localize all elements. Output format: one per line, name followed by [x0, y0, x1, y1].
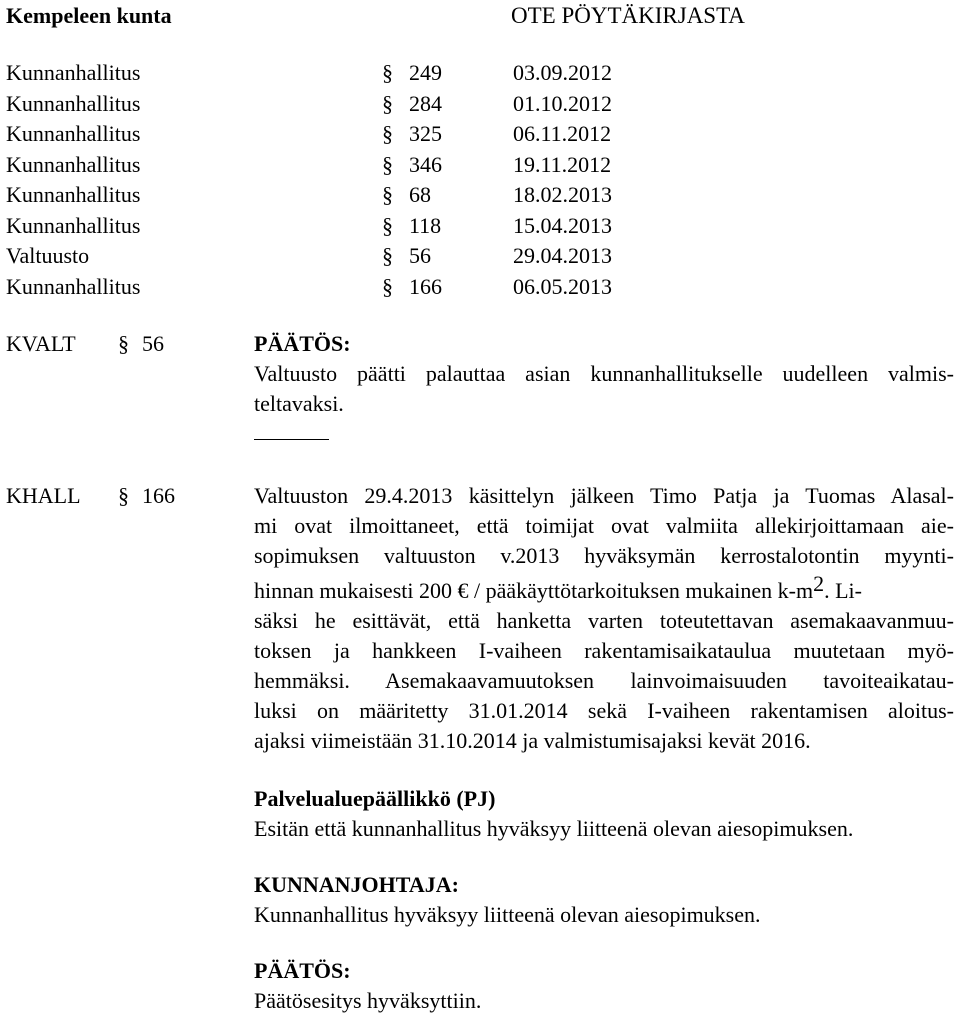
- section-sign: §: [382, 273, 393, 299]
- section-sign: §: [382, 182, 393, 207]
- reference-body: Valtuusto: [6, 243, 90, 268]
- kvalt-decision-heading: PÄÄTÖS:: [254, 331, 351, 356]
- reference-number: 346: [409, 151, 442, 177]
- reference-row: [6, 119, 706, 149]
- reference-number: 166: [409, 273, 442, 299]
- reference-body: Kunnanhallitus: [6, 121, 141, 146]
- kvalt-decision: [254, 329, 954, 419]
- reference-body: Kunnanhallitus: [6, 151, 141, 177]
- reference-number: 56: [409, 243, 431, 268]
- reference-date: 03.09.2012: [513, 60, 612, 85]
- kvalt-decision-line: teltavaksi.: [254, 391, 344, 416]
- reference-number: 118: [409, 212, 442, 238]
- manager-heading: KUNNANJOHTAJA:: [254, 872, 459, 897]
- khall-body-line: Valtuuston 29.4.2013 käsittelyn jälkeen Timo Patja ja Tuomas Alasal-: [254, 483, 954, 508]
- section-sign: §: [382, 90, 393, 116]
- final-decision-block: [254, 956, 954, 1016]
- section-sign: §: [382, 60, 393, 85]
- reference-date: 06.05.2013: [513, 273, 612, 299]
- reference-number: 249: [409, 60, 442, 85]
- municipality-name: Kempeleen kunta: [6, 3, 172, 28]
- proposal-text: Esitän että kunnanhallitus hyväksyy liitteenä olevan aiesopimuksen.: [254, 816, 854, 841]
- reference-body: Kunnanhallitus: [6, 182, 141, 207]
- khall-body-text: . Li-: [824, 578, 862, 603]
- reference-date: 18.02.2013: [513, 182, 612, 207]
- reference-row: [6, 150, 706, 180]
- reference-body: Kunnanhallitus: [6, 60, 141, 85]
- khall-body-line: säksi he esittävät, että hanketta varten toteutettavan asemakaavanmuu-: [254, 608, 954, 633]
- kvalt-decision-line: Valtuusto päätti palauttaa asian kunnanhallitukselle uudelleen valmis-: [254, 361, 954, 386]
- divider: [254, 439, 329, 440]
- reference-body: Kunnanhallitus: [6, 90, 141, 116]
- section-sign: §: [382, 212, 393, 238]
- proposal-heading: Palvelualuepäällikkö (PJ): [254, 786, 496, 811]
- reference-body: Kunnanhallitus: [6, 273, 141, 299]
- final-decision-text: Päätösesitys hyväksyttiin.: [254, 988, 482, 1013]
- khall-body-line: hemmäksi. Asemakaavamuutoksen lainvoimaisuuden tavoiteaikatau-: [254, 668, 954, 693]
- reference-number: 68: [409, 182, 431, 207]
- reference-date: 15.04.2013: [513, 212, 612, 238]
- khall-body: [254, 481, 954, 756]
- reference-date: 29.04.2013: [513, 243, 612, 268]
- proposal-block: [254, 784, 954, 844]
- reference-row: [6, 58, 706, 88]
- section-sign: §: [382, 151, 393, 177]
- khall-body-text: hinnan mukaisesti 200 € / pääkäyttötarkoituksen mukainen k-m: [254, 578, 814, 603]
- reference-row: [6, 241, 706, 271]
- reference-number: 325: [409, 121, 442, 146]
- khall-label: KHALL: [6, 483, 81, 508]
- manager-block: [254, 870, 954, 930]
- section-sign: §: [382, 243, 393, 268]
- khall-body-line: luksi on määritetty 31.01.2014 sekä I-vaiheen rakentamisen aloitus-: [254, 698, 954, 723]
- reference-date: 19.11.2012: [513, 151, 612, 177]
- khall-number: 166: [142, 483, 175, 508]
- superscript-two: 2: [813, 571, 825, 596]
- manager-text: Kunnanhallitus hyväksyy liitteenä olevan aiesopimuksen.: [254, 902, 761, 927]
- kvalt-label: KVALT: [6, 331, 76, 356]
- khall-body-line: mi ovat ilmoittaneet, että toimijat ovat valmiita allekirjoittamaan aie-: [254, 513, 954, 538]
- document-type: OTE PÖYTÄKIRJASTA: [511, 3, 745, 28]
- khall-section-sign: §: [118, 483, 129, 508]
- khall-body-line: sopimuksen valtuuston v.2013 hyväksymän kerrostalotontin myynti-: [254, 543, 954, 568]
- kvalt-number: 56: [142, 331, 164, 356]
- final-decision-heading: PÄÄTÖS:: [254, 958, 351, 983]
- reference-row: [6, 272, 706, 302]
- reference-number: 284: [409, 90, 442, 116]
- section-sign: §: [382, 121, 393, 146]
- kvalt-section-sign: §: [118, 331, 129, 356]
- khall-body-line: [254, 571, 954, 606]
- reference-row: [6, 211, 706, 241]
- reference-date: 06.11.2012: [513, 121, 612, 146]
- reference-row: [6, 89, 706, 119]
- reference-body: Kunnanhallitus: [6, 212, 141, 238]
- reference-row: [6, 180, 706, 210]
- khall-body-line: toksen ja hankkeen I-vaiheen rakentamisaikataulua muutetaan myö-: [254, 638, 954, 663]
- khall-body-line: ajaksi viimeistään 31.10.2014 ja valmistumisajaksi kevät 2016.: [254, 728, 811, 753]
- reference-date: 01.10.2012: [513, 90, 612, 116]
